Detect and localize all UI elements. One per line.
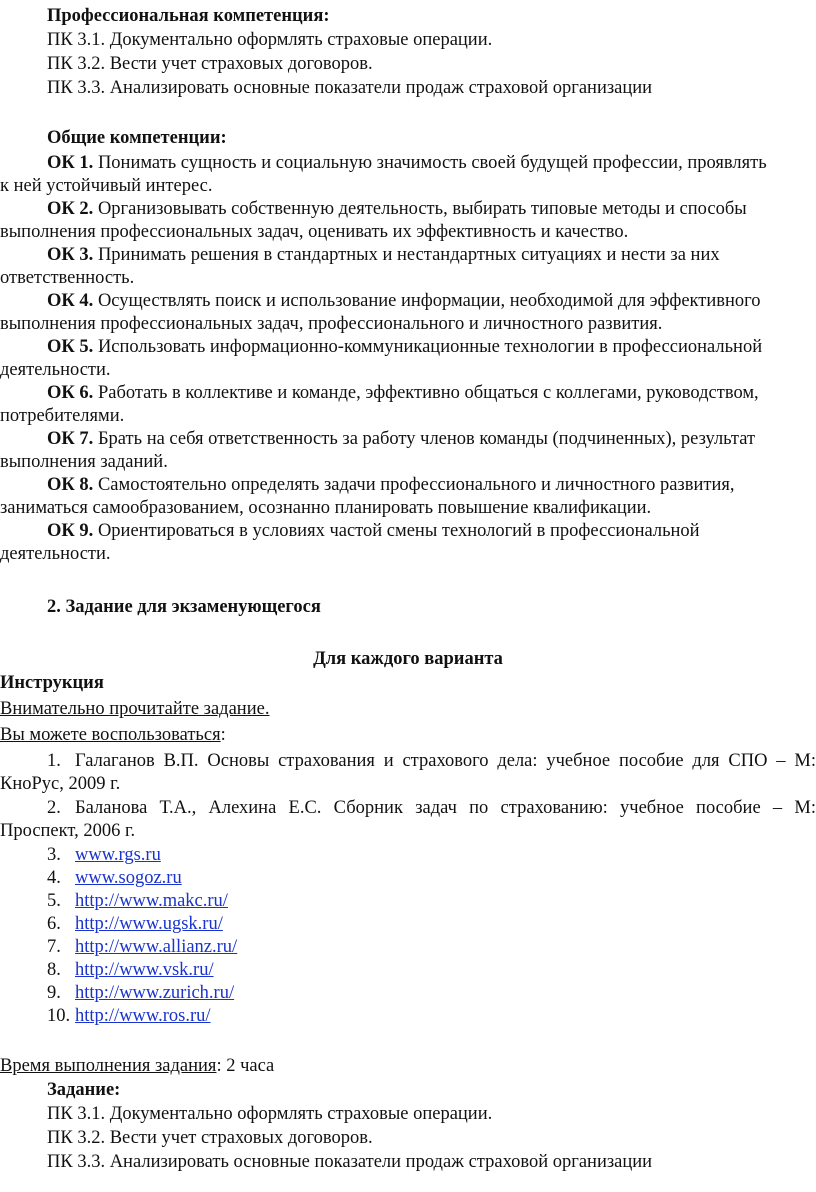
ok-item-1-cont: к ней устойчивый интерес. [0, 176, 213, 196]
ok-item-6-cont: потребителями. [0, 406, 125, 426]
ok-text: Принимать решения в стандартных и нестандартных ситуациях и нести за них [93, 245, 720, 265]
ok-code: ОК 3. [47, 245, 94, 265]
list-number: 6. [47, 914, 61, 934]
ok-text: Брать на себя ответственность за работу членов команды (подчиненных), результат [93, 429, 756, 449]
link-ugsk[interactable]: http://www.ugsk.ru/ [75, 914, 223, 934]
link-item [47, 1004, 211, 1028]
link-makc[interactable]: http://www.makc.ru/ [75, 891, 228, 911]
link-vsk[interactable]: http://www.vsk.ru/ [75, 960, 214, 980]
list-number: 5. [47, 891, 61, 911]
link-sogoz[interactable]: www.sogoz.ru [75, 868, 182, 888]
book-item-2 [47, 796, 816, 820]
book-item-1 [47, 749, 816, 773]
link-rgs[interactable]: www.rgs.ru [75, 845, 161, 865]
book-text: Галаганов В.П. Основы страхования и страхового дела: учебное пособие для СПО – М: [75, 751, 816, 771]
ok-code: ОК 8. [47, 475, 94, 495]
can-use-colon: : [220, 725, 226, 745]
ok-item-3-cont: ответственность. [0, 268, 135, 288]
ok-item-2-cont: выполнения профессиональных задач, оценивать их эффективность и качество. [0, 222, 629, 242]
list-number: 8. [47, 960, 61, 980]
variant-heading: Для каждого варианта [313, 649, 503, 669]
link-item [47, 912, 223, 936]
task-item: ПК 3.2. Вести учет страховых договоров. [47, 1128, 373, 1148]
ok-item-4-cont: выполнения профессиональных задач, профессионального и личностного развития. [0, 314, 663, 334]
task-item: ПК 3.1. Документально оформлять страховые операции. [47, 1104, 493, 1124]
list-number: 9. [47, 983, 61, 1003]
ok-item-7 [47, 427, 755, 451]
list-number: 4. [47, 868, 61, 888]
ok-item-7-cont: выполнения заданий. [0, 452, 168, 472]
task-item: ПК 3.3. Анализировать основные показатели продаж страховой организации [47, 1152, 653, 1172]
task-heading: Задание: [47, 1080, 121, 1100]
book-text: Баланова Т.А., Алехина Е.С. Сборник задач по страхованию: учебное пособие – М: [75, 798, 816, 818]
book-item-2-cont: Проспект, 2006 г. [0, 821, 136, 841]
general-comp-heading: Общие компетенции: [47, 128, 227, 148]
link-item [47, 866, 182, 890]
read-instruction: Внимательно прочитайте задание. [0, 699, 270, 719]
ok-item-5-cont: деятельности. [0, 360, 111, 380]
ok-code: ОК 1. [47, 153, 94, 173]
ok-code: ОК 9. [47, 521, 94, 541]
ok-text: Ориентироваться в условиях частой смены технологий в профессиональной [93, 521, 700, 541]
ok-item-3 [47, 243, 720, 267]
ok-code: ОК 5. [47, 337, 94, 357]
prof-comp-item: ПК 3.2. Вести учет страховых договоров. [47, 54, 373, 74]
ok-code: ОК 7. [47, 429, 94, 449]
ok-text: Самостоятельно определять задачи профессионального и личностного развития, [93, 475, 735, 495]
ok-item-9-cont: деятельности. [0, 544, 111, 564]
link-item [47, 935, 237, 959]
list-number: 2. [47, 798, 61, 818]
link-item [47, 981, 234, 1005]
link-zurich[interactable]: http://www.zurich.ru/ [75, 983, 235, 1003]
list-number: 3. [47, 845, 61, 865]
ok-item-1 [47, 151, 767, 175]
ok-code: ОК 6. [47, 383, 94, 403]
prof-comp-heading: Профессиональная компетенция: [47, 6, 330, 26]
list-number: 7. [47, 937, 61, 957]
link-allianz[interactable]: http://www.allianz.ru/ [75, 937, 238, 957]
instruction-heading: Инструкция [0, 673, 104, 693]
link-item [47, 889, 228, 913]
link-item [47, 843, 161, 867]
link-ros[interactable]: http://www.ros.ru/ [75, 1006, 211, 1026]
time-label: Время выполнения задания [0, 1056, 217, 1076]
ok-code: ОК 4. [47, 291, 94, 311]
ok-code: ОК 2. [47, 199, 94, 219]
ok-item-2 [47, 197, 747, 221]
can-use-text: Вы можете воспользоваться [0, 725, 221, 745]
list-number: 10. [47, 1006, 71, 1026]
book-item-1-cont: КноРус, 2009 г. [0, 774, 121, 794]
ok-item-4 [47, 289, 761, 313]
time-value: : 2 часа [216, 1056, 275, 1076]
ok-item-6 [47, 381, 759, 405]
prof-comp-item: ПК 3.1. Документально оформлять страховые операции. [47, 30, 493, 50]
ok-text: Понимать сущность и социальную значимость своей будущей профессии, проявлять [93, 153, 767, 173]
ok-item-8 [47, 473, 735, 497]
ok-item-8-cont: заниматься самообразованием, осознанно планировать повышение квалификации. [0, 498, 652, 518]
link-item [47, 958, 214, 982]
ok-item-9 [47, 519, 700, 543]
section-heading: 2. Задание для экзаменующегося [47, 597, 321, 617]
list-number: 1. [47, 751, 61, 771]
ok-text: Использовать информационно-коммуникационные технологии в профессиональной [93, 337, 763, 357]
ok-text: Организовывать собственную деятельность, выбирать типовые методы и способы [93, 199, 747, 219]
ok-text: Осуществлять поиск и использование информации, необходимой для эффективного [93, 291, 761, 311]
ok-item-5 [47, 335, 762, 359]
ok-text: Работать в коллективе и команде, эффективно общаться с коллегами, руководством, [93, 383, 759, 403]
prof-comp-item: ПК 3.3. Анализировать основные показатели продаж страховой организации [47, 78, 653, 98]
can-use-label [0, 723, 226, 747]
time-line [0, 1054, 274, 1078]
